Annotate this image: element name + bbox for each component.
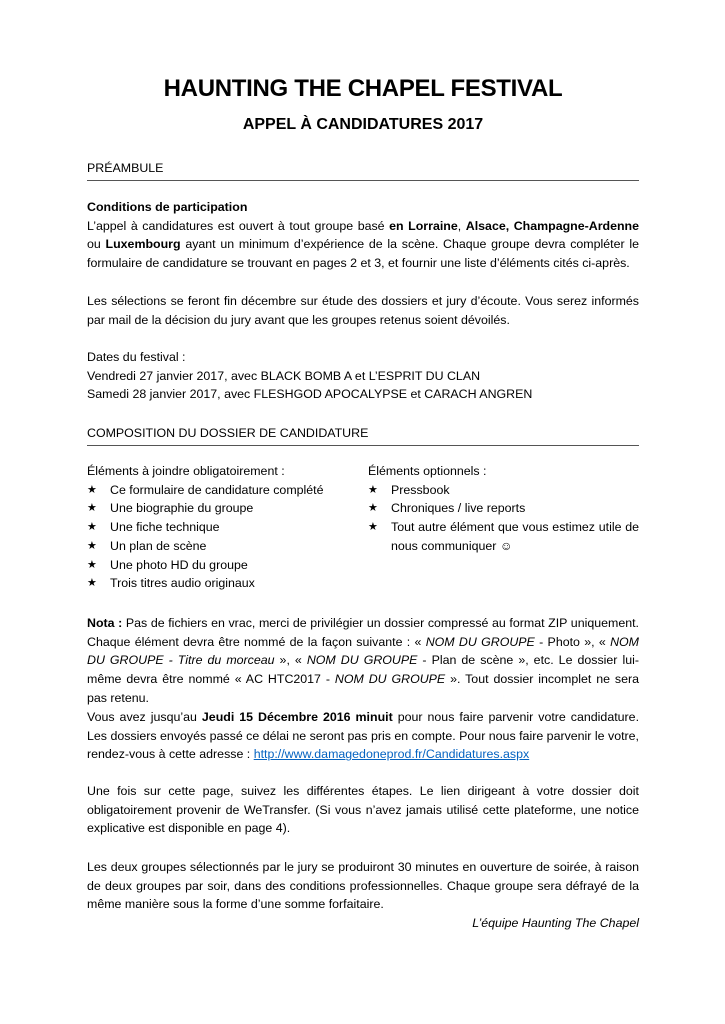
list-item (87, 574, 349, 593)
list-item-text: Pressbook (391, 482, 450, 497)
star-icon: ★ (87, 558, 97, 571)
star-icon: ★ (87, 483, 97, 496)
list-item-text: Chroniques / live reports (391, 501, 526, 516)
star-icon: ★ (87, 521, 97, 534)
list-item-text: Une photo HD du groupe (110, 557, 248, 572)
list-item (368, 518, 639, 555)
page-title: HAUNTING THE CHAPEL FESTIVAL (163, 75, 563, 102)
list-item-text: Un plan de scène (110, 538, 207, 553)
page-subtitle: APPEL À CANDIDATURES 2017 (242, 116, 484, 133)
list-item-text: Trois titres audio originaux (110, 576, 255, 591)
star-icon: ★ (368, 521, 378, 534)
list-item-text: Ce formulaire de candidature complété (110, 482, 324, 497)
selection-paragraph: Les sélections se feront fin décembre sur étude des dossiers et jury d’écoute. Vous serez informés par mail de la décision du jury avant que les groupes retenus soient dévoilés. (87, 294, 639, 327)
optional-list (368, 481, 639, 556)
conditions-block (87, 198, 639, 273)
list-item (368, 481, 639, 500)
deadline-paragraph: Vous avez jusqu’au Jeudi 15 Décembre 2016 minuit pour nous faire parvenir votre candidature. Les dossiers envoyés passé ce délai ne seront pas pris en compte. Pour nous faire parvenir le votre, rendez-vous à cette adresse : http://www.damagedoneprod.fr/Candidatures.aspx (87, 710, 640, 762)
selection-info-paragraph: Les deux groupes sélectionnés par le jury se produiront 30 minutes en ouverture de soirée, à raison de deux groupes par soir, dans des conditions professionnelles. Chaque groupe sera défrayé de la même manière sous la forme d’une somme forfaitaire. (87, 860, 639, 912)
nota-paragraph: Nota : Pas de fichiers en vrac, merci de privilégier un dossier compressé au format ZIP uniquement. Chaque élément devra être nommé de la façon suivante : « NOM DU GROUPE - Photo », « NOM DU GROUPE - Titre du morceau », « NOM DU GROUPE - Plan de scène », etc. Le dossier lui-même devra être nommé « AC HTC2017 - NOM DU GROUPE ». Tout dossier incomplet ne sera pas retenu. (87, 616, 640, 705)
candidatures-link[interactable]: http://www.damagedoneprod.fr/Candidatures.aspx (253, 747, 530, 762)
required-elements (87, 462, 349, 593)
section-heading-composition: COMPOSITION DU DOSSIER DE CANDIDATURE (87, 425, 639, 446)
star-icon: ★ (87, 577, 97, 590)
star-icon: ★ (87, 539, 97, 552)
dates-label: Dates du festival : (87, 350, 186, 364)
section-heading-preambule: PRÉAMBULE (87, 160, 639, 181)
festival-dates (87, 348, 639, 404)
signature: L’équipe Haunting The Chapel (472, 916, 639, 930)
list-item (87, 556, 349, 575)
list-item (87, 518, 349, 537)
optional-elements (368, 462, 639, 556)
wetransfer-paragraph: Une fois sur cette page, suivez les différentes étapes. Le lien dirigeant à votre dossier doit obligatoirement provenir de WeTransfer. (Si vous n’avez jamais utilisé cette plateforme, une notice explicative est disponible en page 4). (87, 784, 639, 836)
date-friday: Vendredi 27 janvier 2017, avec BLACK BOMB A et L’ESPRIT DU CLAN (87, 368, 481, 383)
list-item (87, 499, 349, 518)
list-item (368, 499, 639, 518)
list-item-text: Tout autre élément que vous estimez utile de nous communiquer ☺ (391, 520, 639, 553)
conditions-heading: Conditions de participation (87, 200, 248, 214)
required-label: Éléments à joindre obligatoirement : (87, 464, 285, 478)
list-item-text: Une fiche technique (110, 520, 220, 535)
date-saturday: Samedi 28 janvier 2017, avec FLESHGOD APOCALYPSE et CARACH ANGREN (87, 387, 533, 402)
conditions-paragraph: L’appel à candidatures est ouvert à tout groupe basé en Lorraine, Alsace, Champagne-Ardenne ou Luxembourg ayant un minimum d’expérience de la scène. Chaque groupe devra compléter le formulaire de candidature se trouvant en pages 2 et 3, et fournir une liste d’éléments cités ci-après. (87, 218, 640, 271)
optional-label: Éléments optionnels : (368, 464, 487, 478)
list-item-text: Une biographie du groupe (110, 501, 254, 516)
star-icon: ★ (87, 502, 97, 515)
required-list (87, 481, 349, 593)
list-item (87, 481, 349, 500)
list-item (87, 537, 349, 556)
star-icon: ★ (368, 483, 378, 496)
star-icon: ★ (368, 502, 378, 515)
